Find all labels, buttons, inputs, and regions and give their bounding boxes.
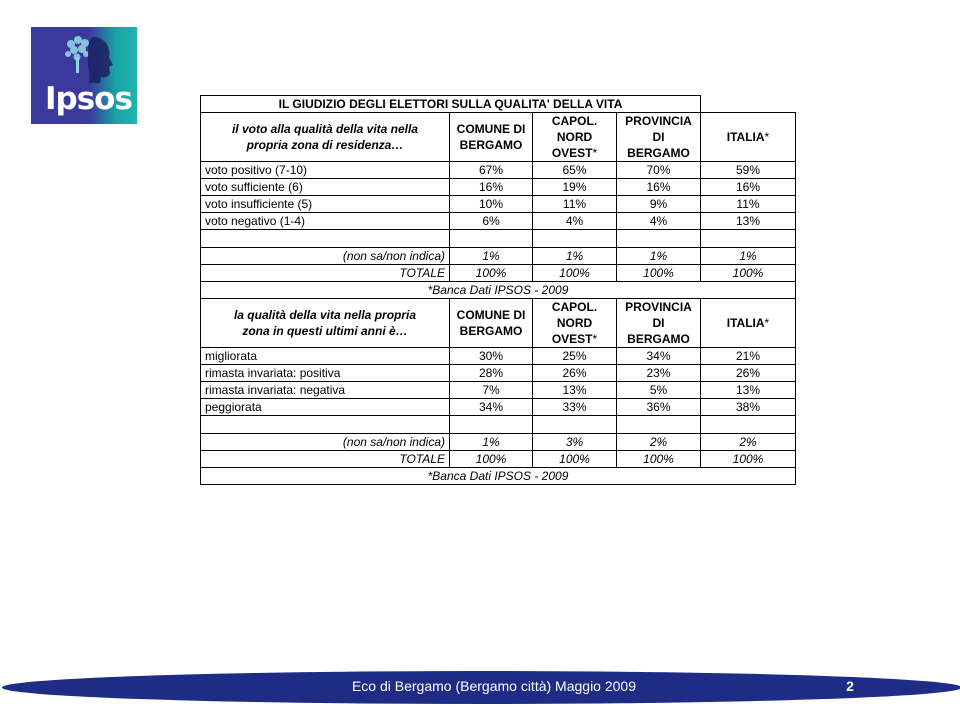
column-header-line: DI bbox=[652, 130, 665, 144]
spacer-cell bbox=[617, 416, 701, 434]
column-header-line: BERGAMO bbox=[627, 146, 690, 160]
totale-row bbox=[201, 451, 796, 468]
column-header bbox=[450, 299, 533, 348]
row-label: voto sufficiente (6) bbox=[201, 179, 450, 196]
title-row bbox=[201, 96, 796, 113]
row-value: 5% bbox=[617, 382, 701, 399]
column-header-star: * bbox=[764, 130, 770, 144]
table-row bbox=[201, 399, 796, 416]
spacer-cell bbox=[201, 230, 450, 248]
row-value: 30% bbox=[450, 348, 533, 365]
table-row bbox=[201, 348, 796, 365]
totale-value: 100% bbox=[617, 265, 701, 282]
table-row bbox=[201, 365, 796, 382]
question-cell bbox=[201, 113, 450, 162]
totale-label: TOTALE bbox=[201, 265, 450, 282]
column-header-line: PROVINCIA bbox=[625, 114, 692, 128]
row-value: 10% bbox=[450, 196, 533, 213]
header-row bbox=[201, 299, 796, 348]
column-header bbox=[701, 299, 796, 348]
row-value: 16% bbox=[450, 179, 533, 196]
footer-source: Eco di Bergamo (Bergamo città) Maggio 2009 bbox=[351, 678, 637, 694]
totale-value: 100% bbox=[701, 451, 796, 468]
row-value: 26% bbox=[701, 365, 796, 382]
header-row bbox=[201, 113, 796, 162]
row-value: 7% bbox=[450, 382, 533, 399]
nonsa-value: 1% bbox=[617, 248, 701, 265]
column-header bbox=[533, 299, 617, 348]
spacer-cell bbox=[701, 416, 796, 434]
source-note: *Banca Dati IPSOS - 2009 bbox=[201, 468, 796, 485]
column-header-star: * bbox=[764, 316, 770, 330]
row-value: 34% bbox=[450, 399, 533, 416]
totale-value: 100% bbox=[617, 451, 701, 468]
row-value: 26% bbox=[533, 365, 617, 382]
spacer-row bbox=[201, 416, 796, 434]
row-label: voto insufficiente (5) bbox=[201, 196, 450, 213]
nonsa-value: 3% bbox=[533, 434, 617, 451]
column-header-line: COMUNE DI bbox=[456, 122, 526, 136]
row-value: 4% bbox=[533, 213, 617, 230]
page-number: 2 bbox=[846, 678, 854, 694]
column-header bbox=[533, 113, 617, 162]
logo-wordmark: Ipsos bbox=[45, 81, 132, 117]
column-header-line: DI bbox=[652, 316, 665, 330]
nonsa-value: 1% bbox=[450, 434, 533, 451]
row-label: rimasta invariata: negativa bbox=[201, 382, 450, 399]
column-header-line: OVEST bbox=[551, 332, 593, 346]
row-value: 13% bbox=[533, 382, 617, 399]
question-line: propria zona di residenza… bbox=[246, 138, 404, 152]
totale-value: 100% bbox=[450, 451, 533, 468]
spacer-cell bbox=[701, 230, 796, 248]
question-line: zona in questi ultimi anni è… bbox=[242, 324, 408, 338]
table-row bbox=[201, 382, 796, 399]
row-value: 13% bbox=[701, 382, 796, 399]
spacer-cell bbox=[450, 416, 533, 434]
table-row bbox=[201, 162, 796, 179]
column-header bbox=[617, 113, 701, 162]
column-header bbox=[617, 299, 701, 348]
row-value: 67% bbox=[450, 162, 533, 179]
totale-value: 100% bbox=[701, 265, 796, 282]
row-label: peggiorata bbox=[201, 399, 450, 416]
column-header-line: BERGAMO bbox=[459, 324, 523, 338]
row-value: 59% bbox=[701, 162, 796, 179]
row-label: rimasta invariata: positiva bbox=[201, 365, 450, 382]
totale-value: 100% bbox=[533, 265, 617, 282]
blank-corner bbox=[701, 96, 796, 113]
spacer-cell bbox=[533, 230, 617, 248]
row-value: 11% bbox=[533, 196, 617, 213]
row-value: 16% bbox=[617, 179, 701, 196]
nonsa-value: 1% bbox=[701, 248, 796, 265]
source-note: *Banca Dati IPSOS - 2009 bbox=[201, 282, 796, 299]
column-header-line: BERGAMO bbox=[627, 332, 690, 346]
totale-value: 100% bbox=[450, 265, 533, 282]
question-cell bbox=[201, 299, 450, 348]
column-header-line: OVEST bbox=[551, 146, 593, 160]
column-header-line: BERGAMO bbox=[459, 138, 523, 152]
nonsa-value: 2% bbox=[701, 434, 796, 451]
nonsa-value: 1% bbox=[533, 248, 617, 265]
row-value: 11% bbox=[701, 196, 796, 213]
row-value: 13% bbox=[701, 213, 796, 230]
row-value: 4% bbox=[617, 213, 701, 230]
column-header-star: * bbox=[592, 332, 598, 346]
row-label: migliorata bbox=[201, 348, 450, 365]
survey-table bbox=[200, 95, 796, 485]
row-value: 28% bbox=[450, 365, 533, 382]
row-value: 21% bbox=[701, 348, 796, 365]
column-header-line: PROVINCIA bbox=[625, 300, 692, 314]
spacer-cell bbox=[617, 230, 701, 248]
column-header-line: CAPOL. bbox=[551, 114, 598, 128]
column-header bbox=[450, 113, 533, 162]
table-row bbox=[201, 196, 796, 213]
row-value: 6% bbox=[450, 213, 533, 230]
column-header-star: * bbox=[592, 146, 598, 160]
row-value: 25% bbox=[533, 348, 617, 365]
nonsa-value: 1% bbox=[450, 248, 533, 265]
row-label: voto negativo (1-4) bbox=[201, 213, 450, 230]
table-title: IL GIUDIZIO DEGLI ELETTORI SULLA QUALITA' DELLA VITA bbox=[201, 96, 701, 113]
nonsa-label: (non sa/non indica) bbox=[201, 248, 450, 265]
nonsa-row bbox=[201, 434, 796, 451]
table-row bbox=[201, 213, 796, 230]
row-value: 33% bbox=[533, 399, 617, 416]
spacer-cell bbox=[201, 416, 450, 434]
question-line: il voto alla qualità della vita nella bbox=[231, 122, 419, 136]
column-header-line: CAPOL. bbox=[551, 300, 598, 314]
column-header-line: COMUNE DI bbox=[456, 308, 526, 322]
row-value: 34% bbox=[617, 348, 701, 365]
row-value: 38% bbox=[701, 399, 796, 416]
table-row bbox=[201, 179, 796, 196]
totale-value: 100% bbox=[533, 451, 617, 468]
nonsa-value: 2% bbox=[617, 434, 701, 451]
ipsos-logo bbox=[31, 27, 137, 124]
column-header-line: NORD bbox=[556, 130, 593, 144]
row-value: 65% bbox=[533, 162, 617, 179]
spacer-cell bbox=[533, 416, 617, 434]
column-header-line: NORD bbox=[556, 316, 593, 330]
row-value: 19% bbox=[533, 179, 617, 196]
nonsa-label: (non sa/non indica) bbox=[201, 434, 450, 451]
row-value: 70% bbox=[617, 162, 701, 179]
row-value: 36% bbox=[617, 399, 701, 416]
row-value: 23% bbox=[617, 365, 701, 382]
column-header-line: ITALIA bbox=[726, 316, 765, 330]
totale-row bbox=[201, 265, 796, 282]
column-header-line: ITALIA bbox=[726, 130, 765, 144]
spacer-cell bbox=[450, 230, 533, 248]
note-row bbox=[201, 282, 796, 299]
row-value: 9% bbox=[617, 196, 701, 213]
totale-label: TOTALE bbox=[201, 451, 450, 468]
row-value: 16% bbox=[701, 179, 796, 196]
spacer-row bbox=[201, 230, 796, 248]
column-header bbox=[701, 113, 796, 162]
question-line: la qualità della vita nella propria bbox=[233, 308, 417, 322]
nonsa-row bbox=[201, 248, 796, 265]
row-label: voto positivo (7-10) bbox=[201, 162, 450, 179]
note-row bbox=[201, 468, 796, 485]
